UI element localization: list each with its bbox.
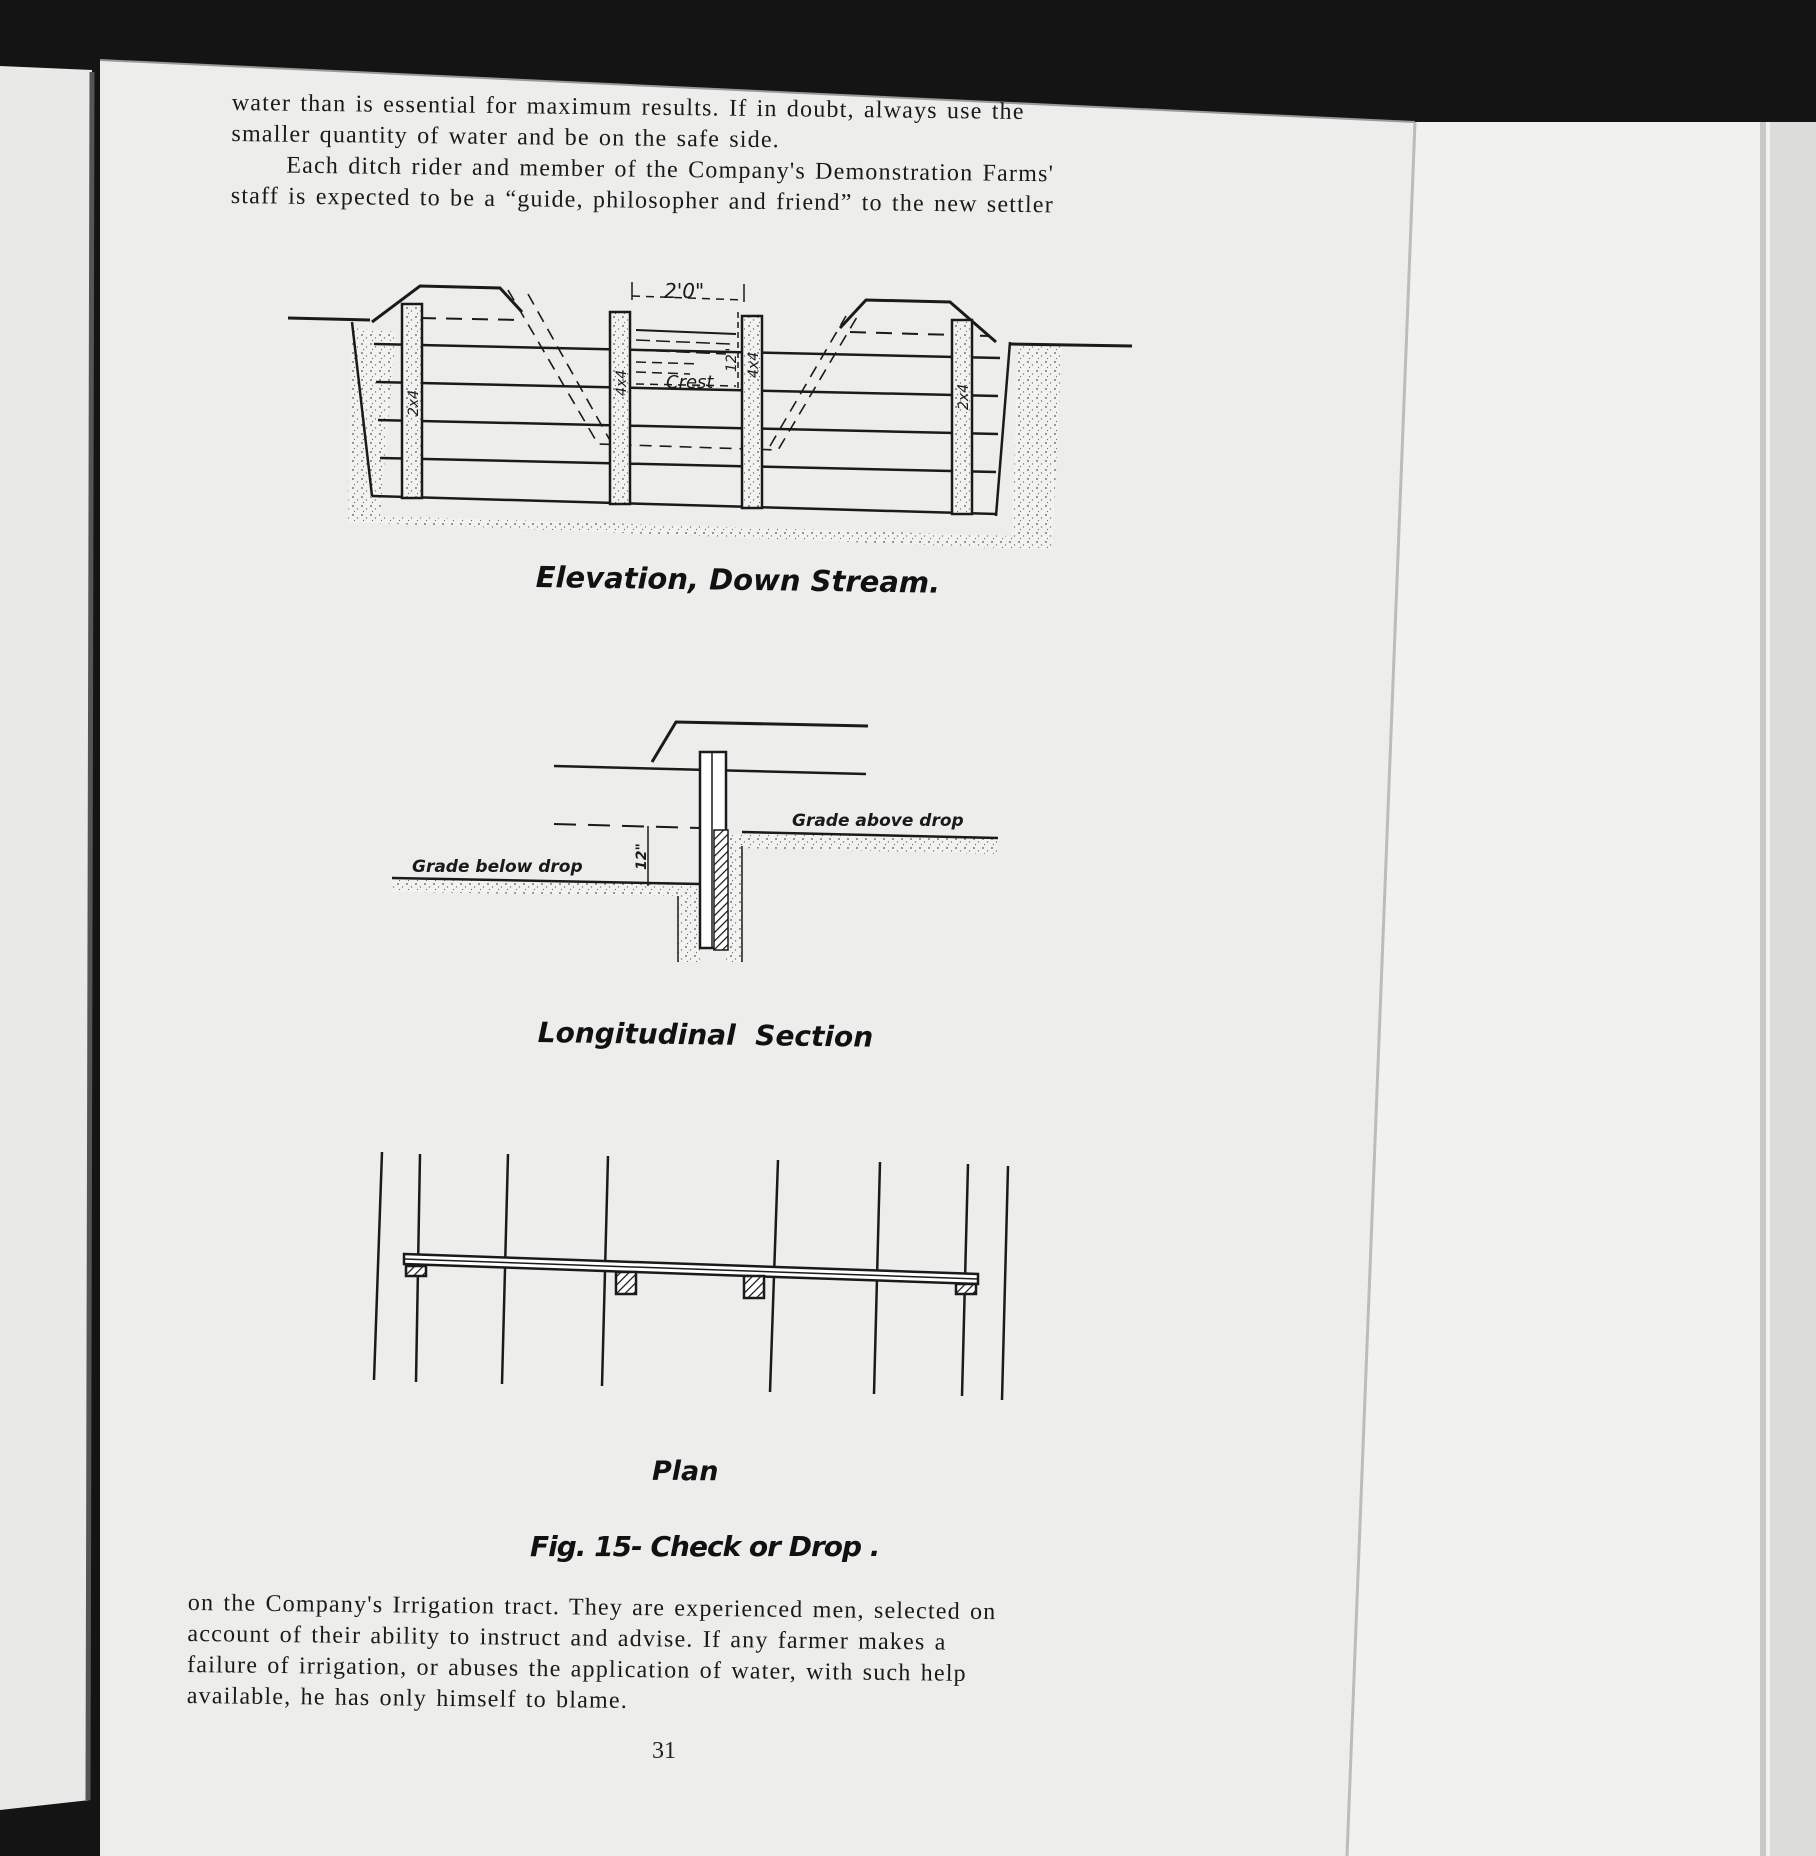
text-line: on the Company's Irrigation tract. They are experienced men, selected on xyxy=(187,1589,997,1626)
longitudinal-ground-lower xyxy=(392,878,700,962)
post-center-left xyxy=(610,312,630,504)
post-label: 4x4 xyxy=(746,351,762,378)
post-center-right xyxy=(742,316,762,508)
text-line: staff is expected to be a “guide, philosopher and friend” to the new settler xyxy=(230,182,1055,219)
page-number: 31 xyxy=(652,1738,676,1764)
paragraph-bottom xyxy=(187,1588,1148,1723)
text-line: smaller quantity of water and be on the safe side. xyxy=(231,120,781,154)
text-line: water than is essential for maximum results. If in doubt, always use the xyxy=(231,89,1025,125)
crest-label: Crest xyxy=(666,372,714,393)
plan-post xyxy=(616,1272,636,1294)
longitudinal-post-hatched xyxy=(714,830,728,950)
post-label: 2x4 xyxy=(406,389,422,416)
post-label: 2x4 xyxy=(956,383,972,410)
depth-label: 12" xyxy=(724,347,740,372)
drop-height-label: 12" xyxy=(634,843,650,870)
text-line: Each ditch rider and member of the Company's Demonstration Farms' xyxy=(230,151,1055,188)
longitudinal-diagram xyxy=(392,722,998,962)
text-line: available, he has only himself to blame. xyxy=(186,1682,629,1714)
plan-post xyxy=(406,1266,426,1276)
plan-caption: Plan xyxy=(652,1456,719,1487)
plan-post xyxy=(956,1284,976,1294)
figure-caption: Fig. 15- Check or Drop . xyxy=(530,1530,880,1563)
longitudinal-caption: Longitudinal Section xyxy=(537,1016,874,1054)
plan-post xyxy=(744,1276,764,1298)
post-label: 4x4 xyxy=(614,369,630,396)
plan-diagram xyxy=(374,1152,1008,1400)
post-right xyxy=(952,320,972,514)
grade-above-drop-label: Grade above drop xyxy=(792,811,964,831)
grade-below-drop-label: Grade below drop xyxy=(412,857,583,877)
dimension-width-label: 2'0" xyxy=(664,279,705,303)
text-line: account of their ability to instruct and advise. If any farmer makes a xyxy=(187,1620,947,1656)
text-line: failure of irrigation, or abuses the application of water, with such help xyxy=(186,1651,967,1687)
elevation-caption: Elevation, Down Stream. xyxy=(535,560,941,600)
